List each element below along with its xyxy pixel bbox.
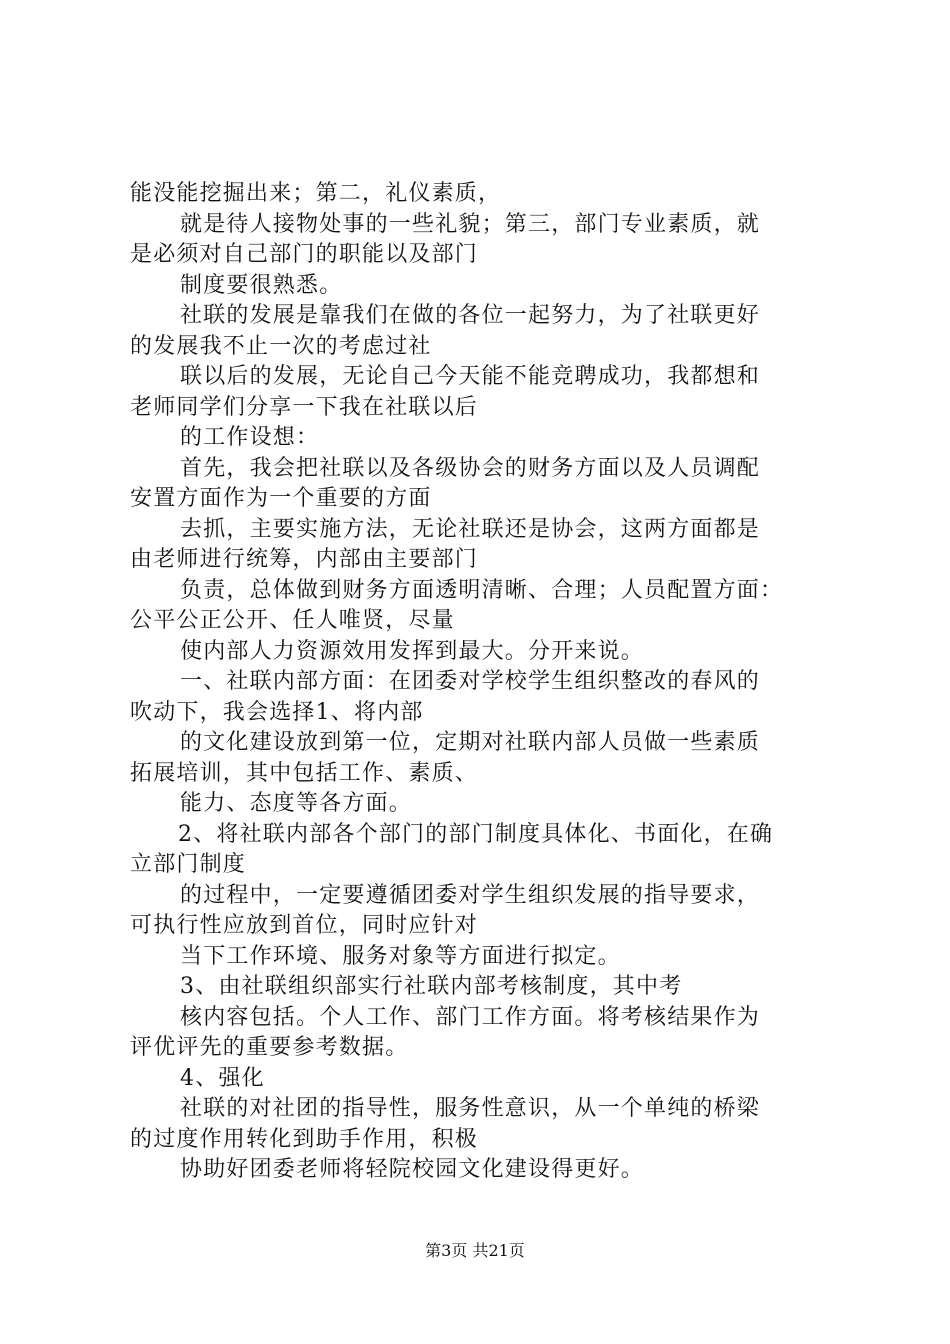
text-line: 2、将社联内部各个部门的部门制度具体化、书面化，在确 [178,822,774,847]
text-line: 的文化建设放到第一位，定期对社联内部人员做一些素质 [180,730,761,755]
text-line: 是必须对自己部门的职能以及部门 [130,242,479,267]
text-line: 去抓，主要实施方法，无论社联还是协会，这两方面都是 [180,517,761,542]
text-line: 的过度作用转化到助手作用，积极 [130,1127,479,1152]
text-line: 4、强化 [180,1066,265,1091]
text-line: 能力、态度等各方面。 [180,791,413,816]
text-line: 负责，总体做到财务方面透明清晰、合理；人员配置方面： [180,578,784,603]
text-line: 制度要很熟悉。 [180,273,343,298]
text-line: 社联的对社团的指导性，服务性意识，从一个单纯的桥梁 [180,1096,761,1121]
text-line: 能没能挖掘出来；第二，礼仪素质， [130,181,502,206]
text-line: 的发展我不止一次的考虑过社 [130,334,432,359]
text-line: 当下工作环境、服务对象等方面进行拟定。 [180,944,621,969]
text-line: 核内容包括。个人工作、部门工作方面。将考核结果作为 [180,1005,761,1030]
text-line: 吹动下，我会选择1、将内部 [130,700,424,725]
text-line: 老师同学们分享一下我在社联以后 [130,395,479,420]
text-line: 安置方面作为一个重要的方面 [130,486,432,511]
text-line: 联以后的发展，无论自己今天能不能竞聘成功，我都想和 [180,364,761,389]
page-number: 第3页 共21页 [425,1241,525,1260]
text-line: 由老师进行统筹，内部由主要部门 [130,547,479,572]
text-line: 评优评先的重要参考数据。 [130,1035,409,1060]
text-line: 一、社联内部方面：在团委对学校学生组织整改的春风的 [180,669,761,694]
text-line: 拓展培训，其中包括工作、素质、 [130,761,479,786]
text-line: 就是待人接物处事的一些礼貌；第三，部门专业素质，就 [180,212,761,237]
text-line: 使内部人力资源效用发挥到最大。分开来说。 [180,639,645,664]
text-line: 3、由社联组织部实行社联内部考核制度，其中考 [180,974,683,999]
text-line: 的过程中，一定要遵循团委对学生组织发展的指导要求， [180,883,761,908]
text-line: 的工作设想： [180,425,320,450]
text-line: 首先，我会把社联以及各级协会的财务方面以及人员调配 [180,456,761,481]
text-line: 协助好团委老师将轻院校园文化建设得更好。 [180,1157,645,1182]
text-line: 公平公正公开、任人唯贤，尽量 [130,608,455,633]
text-line: 可执行性应放到首位，同时应针对 [130,913,479,938]
text-line: 立部门制度 [130,852,247,877]
text-line: 社联的发展是靠我们在做的各位一起努力，为了社联更好 [180,303,761,328]
